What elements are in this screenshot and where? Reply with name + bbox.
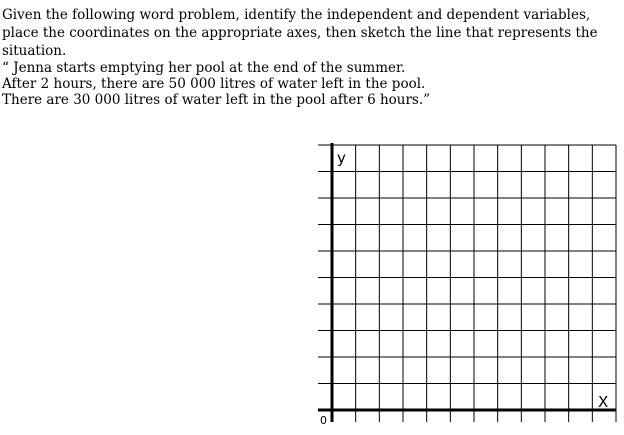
origin-label: 0: [320, 414, 327, 427]
problem-line-2: After 2 hours, there are 50 000 litres of water left in the pool.: [2, 76, 426, 92]
grid-lines: [318, 145, 616, 422]
problem-line-3: There are 30 000 litres of water left in the pool after 6 hours.”: [2, 92, 431, 108]
instructions-text: Given the following word problem, identify the independent and dependent variables, place the coordinates on the appropriate axes, then sketch the line that represents the situation.: [2, 7, 598, 59]
x-axis-label: X: [598, 393, 609, 411]
y-axis-label: y: [337, 149, 346, 167]
problem-line-1: “ Jenna starts emptying her pool at the end of the summer.: [2, 60, 406, 76]
